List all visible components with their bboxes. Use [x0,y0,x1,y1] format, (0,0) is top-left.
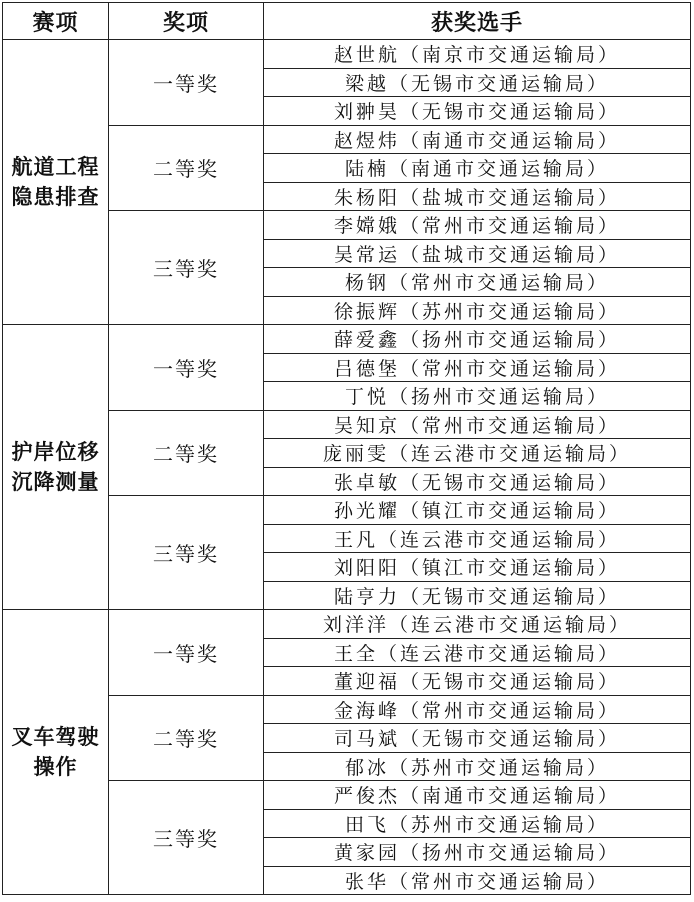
winner-cell: 赵煜炜（南通市交通运输局） [264,125,691,154]
winner-cell: 金海峰（常州市交通运输局） [264,695,691,724]
winner-cell: 吕德堡（常州市交通运输局） [264,353,691,382]
award-level-cell: 一等奖 [109,40,264,126]
header-level: 奖项 [109,3,264,40]
winner-cell: 梁越（无锡市交通运输局） [264,68,691,97]
header-row [3,3,691,40]
winner-cell: 王全（连云港市交通运输局） [264,638,691,667]
winner-cell: 王凡（连云港市交通运输局） [264,524,691,553]
winner-cell: 杨钢（常州市交通运输局） [264,268,691,297]
event-name-cell [3,610,109,895]
award-level-cell: 一等奖 [109,325,264,411]
winner-cell: 董迎福（无锡市交通运输局） [264,667,691,696]
award-winners-table [2,2,691,895]
winner-cell: 李嫦娥（常州市交通运输局） [264,211,691,240]
table-row [3,40,691,69]
table-body [3,40,691,895]
event-name-line2: 沉降测量 [11,469,100,494]
header-event: 赛项 [3,3,109,40]
table-row [3,610,691,639]
event-name-line1: 航道工程 [11,154,100,179]
winner-cell: 庞丽雯（连云港市交通运输局） [264,439,691,468]
award-level-cell: 二等奖 [109,695,264,781]
winner-cell: 朱杨阳（盐城市交通运输局） [264,182,691,211]
winner-cell: 薛爱鑫（扬州市交通运输局） [264,325,691,354]
event-name-line1: 护岸位移 [11,439,100,464]
winner-cell: 张华（常州市交通运输局） [264,866,691,895]
event-name-cell [3,40,109,325]
winner-cell: 郁冰（苏州市交通运输局） [264,752,691,781]
event-name-cell [3,325,109,610]
winner-cell: 赵世航（南京市交通运输局） [264,40,691,69]
winner-cell: 黄家园（扬州市交通运输局） [264,838,691,867]
winner-cell: 刘洋洋（连云港市交通运输局） [264,610,691,639]
table-row [3,325,691,354]
winner-cell: 丁悦（扬州市交通运输局） [264,382,691,411]
winner-cell: 刘翀昊（无锡市交通运输局） [264,97,691,126]
winner-cell: 徐振辉（苏州市交通运输局） [264,296,691,325]
award-level-cell: 二等奖 [109,125,264,211]
winner-cell: 陆亨力（无锡市交通运输局） [264,581,691,610]
event-name-line2: 操作 [33,754,78,779]
event-name-line2: 隐患排查 [11,184,100,209]
winner-cell: 吴常运（盐城市交通运输局） [264,239,691,268]
award-level-cell: 三等奖 [109,211,264,325]
winner-cell: 严俊杰（南通市交通运输局） [264,781,691,810]
winner-cell: 田飞（苏州市交通运输局） [264,809,691,838]
winner-cell: 陆楠（南通市交通运输局） [264,154,691,183]
event-name-line1: 叉车驾驶 [11,724,100,749]
winner-cell: 刘阳阳（镇江市交通运输局） [264,553,691,582]
award-level-cell: 二等奖 [109,410,264,496]
award-level-cell: 三等奖 [109,496,264,610]
award-level-cell: 一等奖 [109,610,264,696]
winner-cell: 吴知京（常州市交通运输局） [264,410,691,439]
winner-cell: 孙光耀（镇江市交通运输局） [264,496,691,525]
winner-cell: 张卓敏（无锡市交通运输局） [264,467,691,496]
award-level-cell: 三等奖 [109,781,264,895]
header-winner: 获奖选手 [264,3,691,40]
winner-cell: 司马斌（无锡市交通运输局） [264,724,691,753]
